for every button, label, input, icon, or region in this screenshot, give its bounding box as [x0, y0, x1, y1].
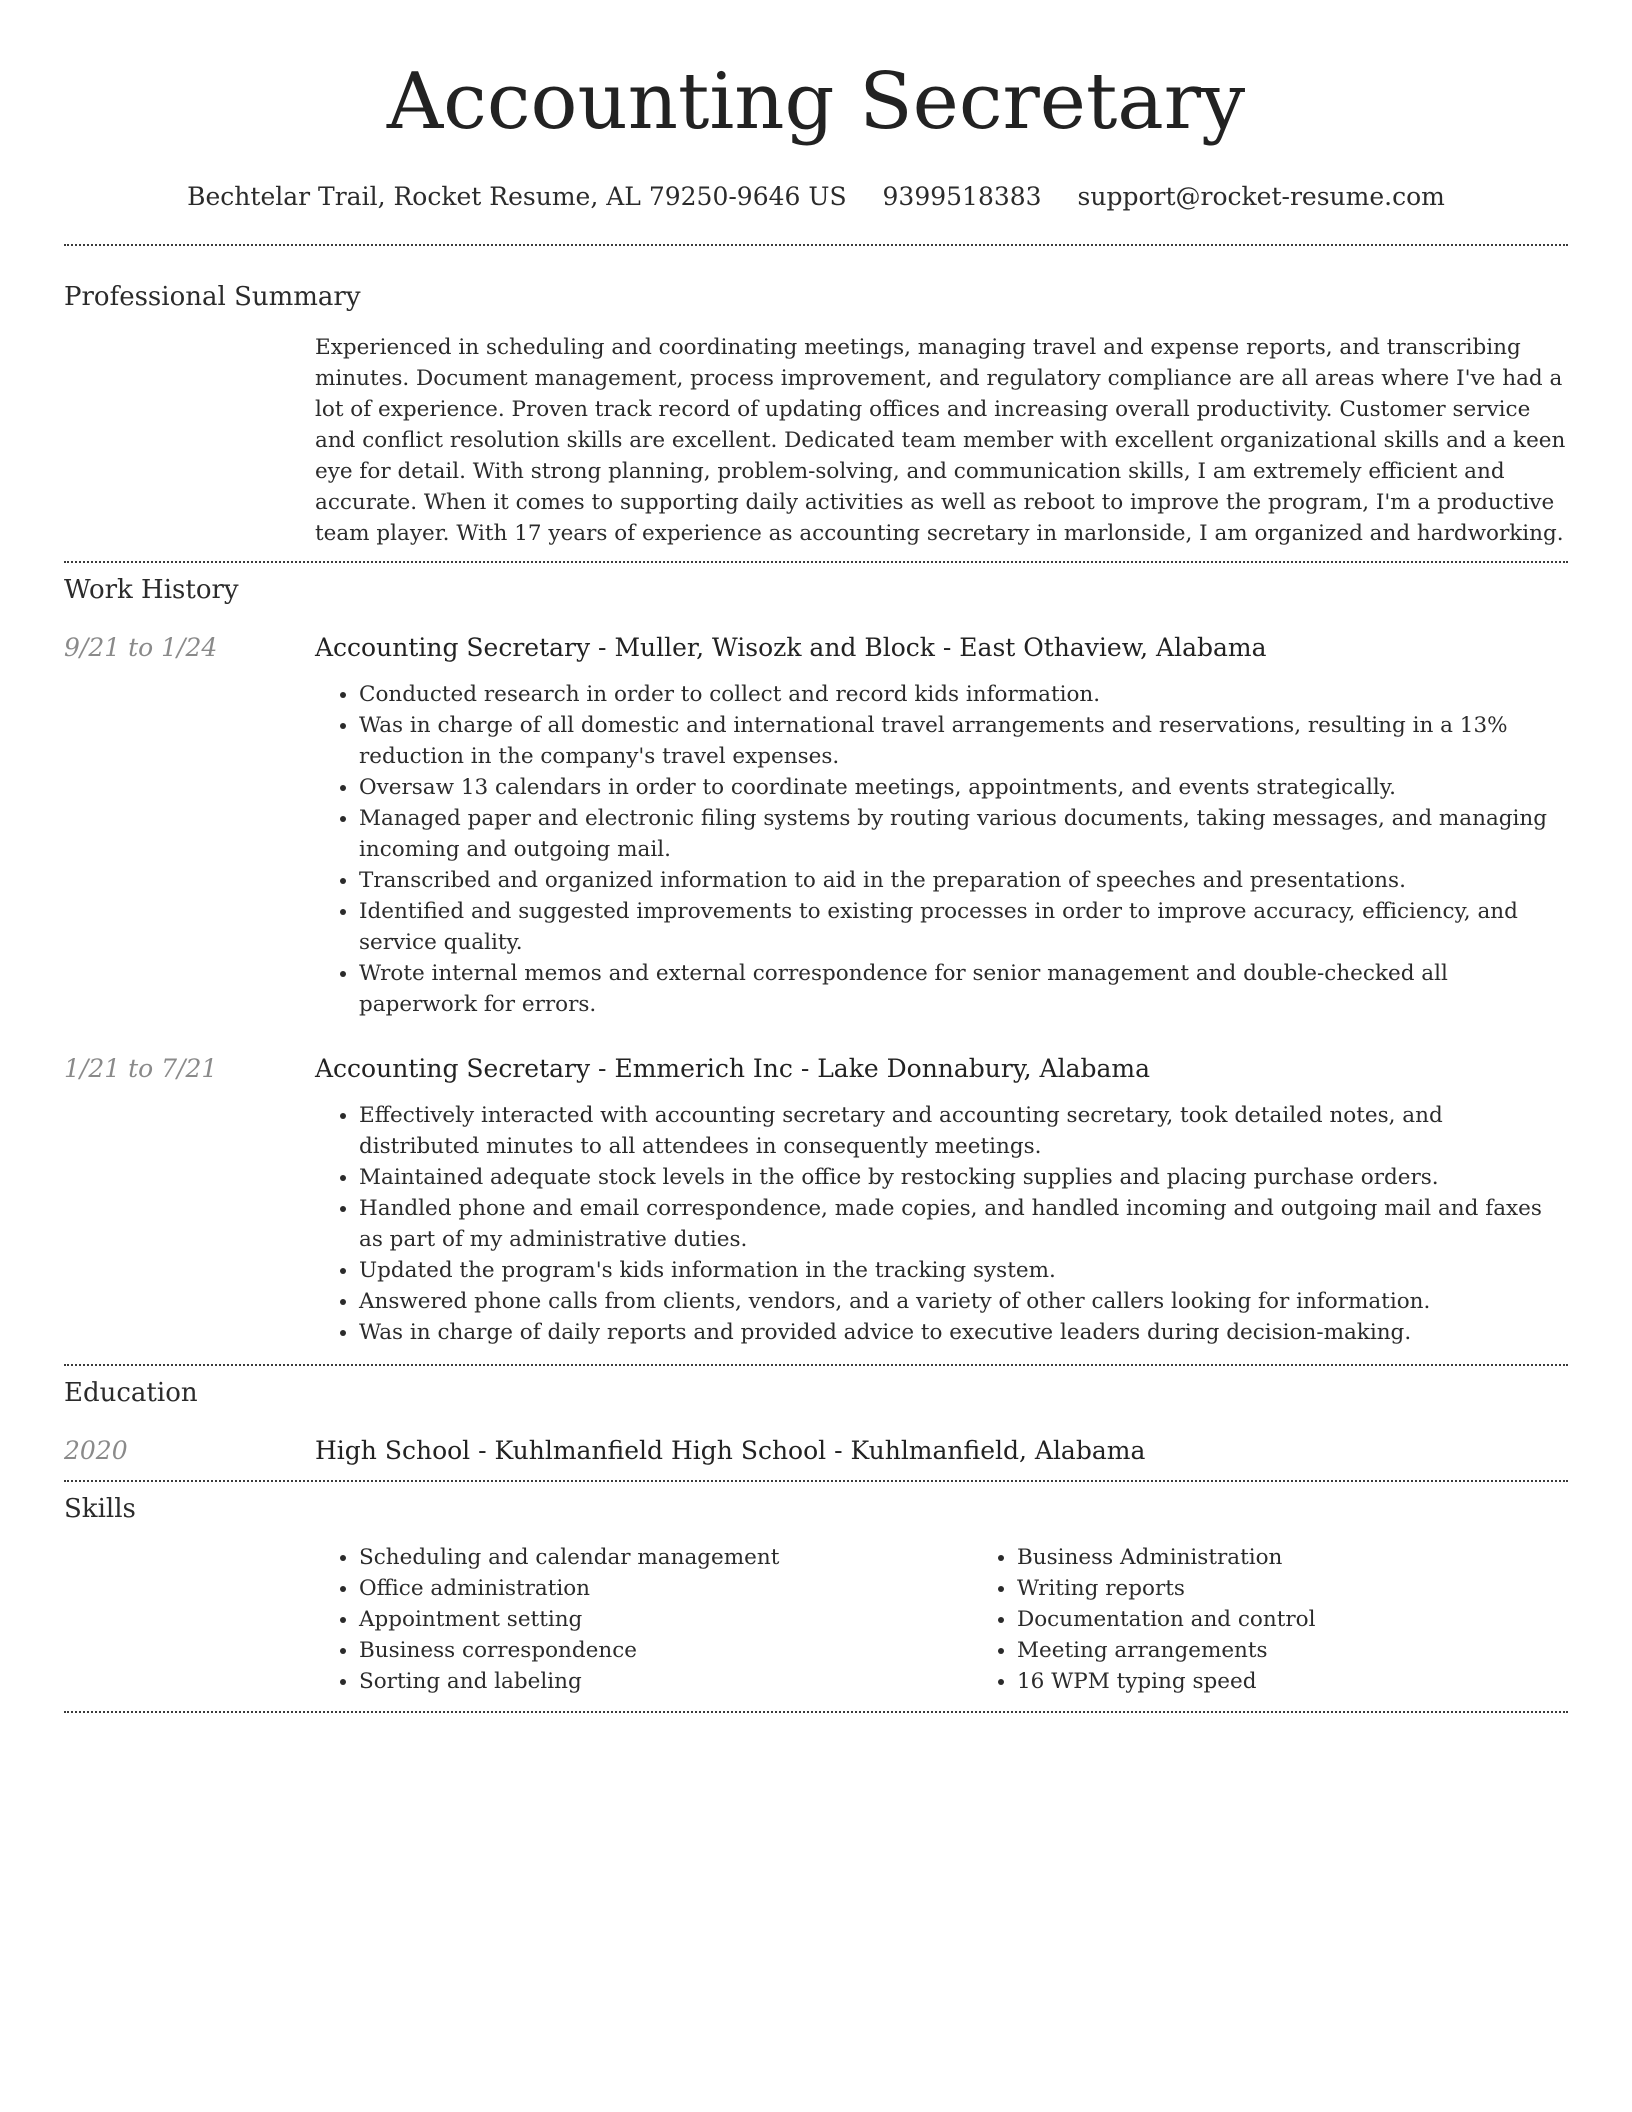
job-body: [315, 1052, 1568, 1348]
job-dates: 9/21 to 1/24: [64, 633, 218, 662]
education-heading: High School - Kuhlmanfield High School - Kuhlmanfield, Alabama: [315, 1436, 1146, 1465]
skills-title: Skills: [64, 1494, 136, 1524]
skill-item: • Sorting and labeling: [359, 1666, 973, 1697]
job-heading: Accounting Secretary - Emmerich Inc - Lake Donnabury, Alabama: [315, 1054, 1151, 1083]
resume-page: [64, 0, 1568, 1713]
job-bullet: • Was in charge of all domestic and international travel arrangements and reservations, resulting in a 13% reduction in the company's travel expenses.: [359, 710, 1568, 772]
job-heading: Accounting Secretary - Muller, Wisozk and Block - East Othaview, Alabama: [315, 633, 1267, 662]
job-bullet: • Wrote internal memos and external correspondence for senior management and double-checked all paperwork for errors.: [359, 958, 1568, 1020]
summary-row: [64, 332, 1568, 549]
job-bullet: • Transcribed and organized information to aid in the preparation of speeches and presentations.: [359, 865, 1568, 896]
skill-item: • Appointment setting: [359, 1604, 973, 1635]
skill-item: • Office administration: [359, 1573, 973, 1604]
skill-item: • Business Administration: [1017, 1542, 1631, 1573]
skill-item: • Writing reports: [1017, 1573, 1631, 1604]
skill-item: • 16 WPM typing speed: [1017, 1666, 1631, 1697]
education-entry: [64, 1434, 1568, 1468]
education-title: Education: [64, 1378, 198, 1408]
contact-email: support@rocket-resume.com: [1077, 182, 1445, 211]
job-bullet: • Updated the program's kids information in the tracking system.: [359, 1255, 1568, 1286]
job-dates: 1/21 to 7/21: [64, 1054, 218, 1083]
summary-title: Professional Summary: [64, 282, 361, 312]
contact-address: Bechtelar Trail, Rocket Resume, AL 79250-9646 US: [187, 182, 847, 211]
contact-phone: 9399518383: [882, 182, 1042, 211]
skills-list-right: [973, 1542, 1631, 1697]
job-bullet: • Effectively interacted with accounting secretary and accounting secretary, took detailed notes, and distributed minutes to all attendees in consequently meetings.: [359, 1100, 1568, 1162]
summary-body: [315, 332, 1568, 549]
job-bullet: • Was in charge of daily reports and provided advice to executive leaders during decision-making.: [359, 1317, 1568, 1348]
job-bullet: • Identified and suggested improvements to existing processes in order to improve accuracy, efficiency, and service quality.: [359, 896, 1568, 958]
education-section: [64, 1366, 1568, 1468]
job-entry: [64, 631, 1568, 1020]
skills-row: [64, 1542, 1568, 1697]
summary-section: [64, 246, 1568, 549]
job-bullet: • Answered phone calls from clients, vendors, and a variety of other callers looking for information.: [359, 1286, 1568, 1317]
job-bullet: • Oversaw 13 calendars in order to coordinate meetings, appointments, and events strategically.: [359, 772, 1568, 803]
summary-text: Experienced in scheduling and coordinating meetings, managing travel and expense reports, and transcribing minutes. Document management, process improvement, and regulatory compliance are all areas where I've had a lot of experience. Proven track record of updating offices and increasing overall productivity. Customer service and conflict resolution skills are excellent. Dedicated team member with excellent organizational skills and a keen eye for detail. With strong planning, problem-solving, and communication skills, I am extremely efficient and accurate. When it comes to supporting daily activities as well as reboot to improve the program, I'm a productive team player. With 17 years of experience as accounting secretary in marlonside, I am organized and hardworking.: [315, 335, 1566, 546]
skills-divider: [64, 1711, 1568, 1713]
job-body: [315, 631, 1568, 1020]
skill-item: • Scheduling and calendar management: [359, 1542, 973, 1573]
skill-item: • Meeting arrangements: [1017, 1635, 1631, 1666]
job-bullet: • Managed paper and electronic filing systems by routing various documents, taking messages, and managing incoming and outgoing mail.: [359, 803, 1568, 865]
education-year: 2020: [64, 1436, 128, 1465]
resume-name: Accounting Secretary: [386, 57, 1246, 147]
skills-section: [64, 1482, 1568, 1697]
job-bullet: • Handled phone and email correspondence, made copies, and handled incoming and outgoing mail and faxes as part of my administrative duties.: [359, 1193, 1568, 1255]
contact-line: [64, 180, 1568, 214]
job-bullet: • Maintained adequate stock levels in the office by restocking supplies and placing purchase orders.: [359, 1162, 1568, 1193]
skill-item: • Business correspondence: [359, 1635, 973, 1666]
skills-list-left: [315, 1542, 973, 1697]
skill-item: • Documentation and control: [1017, 1604, 1631, 1635]
work-section: [64, 563, 1568, 1348]
job-bullets: [315, 1100, 1568, 1348]
skills-columns: [315, 1542, 1631, 1697]
job-entry: [64, 1052, 1568, 1348]
job-bullet: • Conducted research in order to collect and record kids information.: [359, 679, 1568, 710]
work-title: Work History: [64, 575, 239, 605]
job-bullets: [315, 679, 1568, 1020]
education-body: [315, 1434, 1568, 1468]
